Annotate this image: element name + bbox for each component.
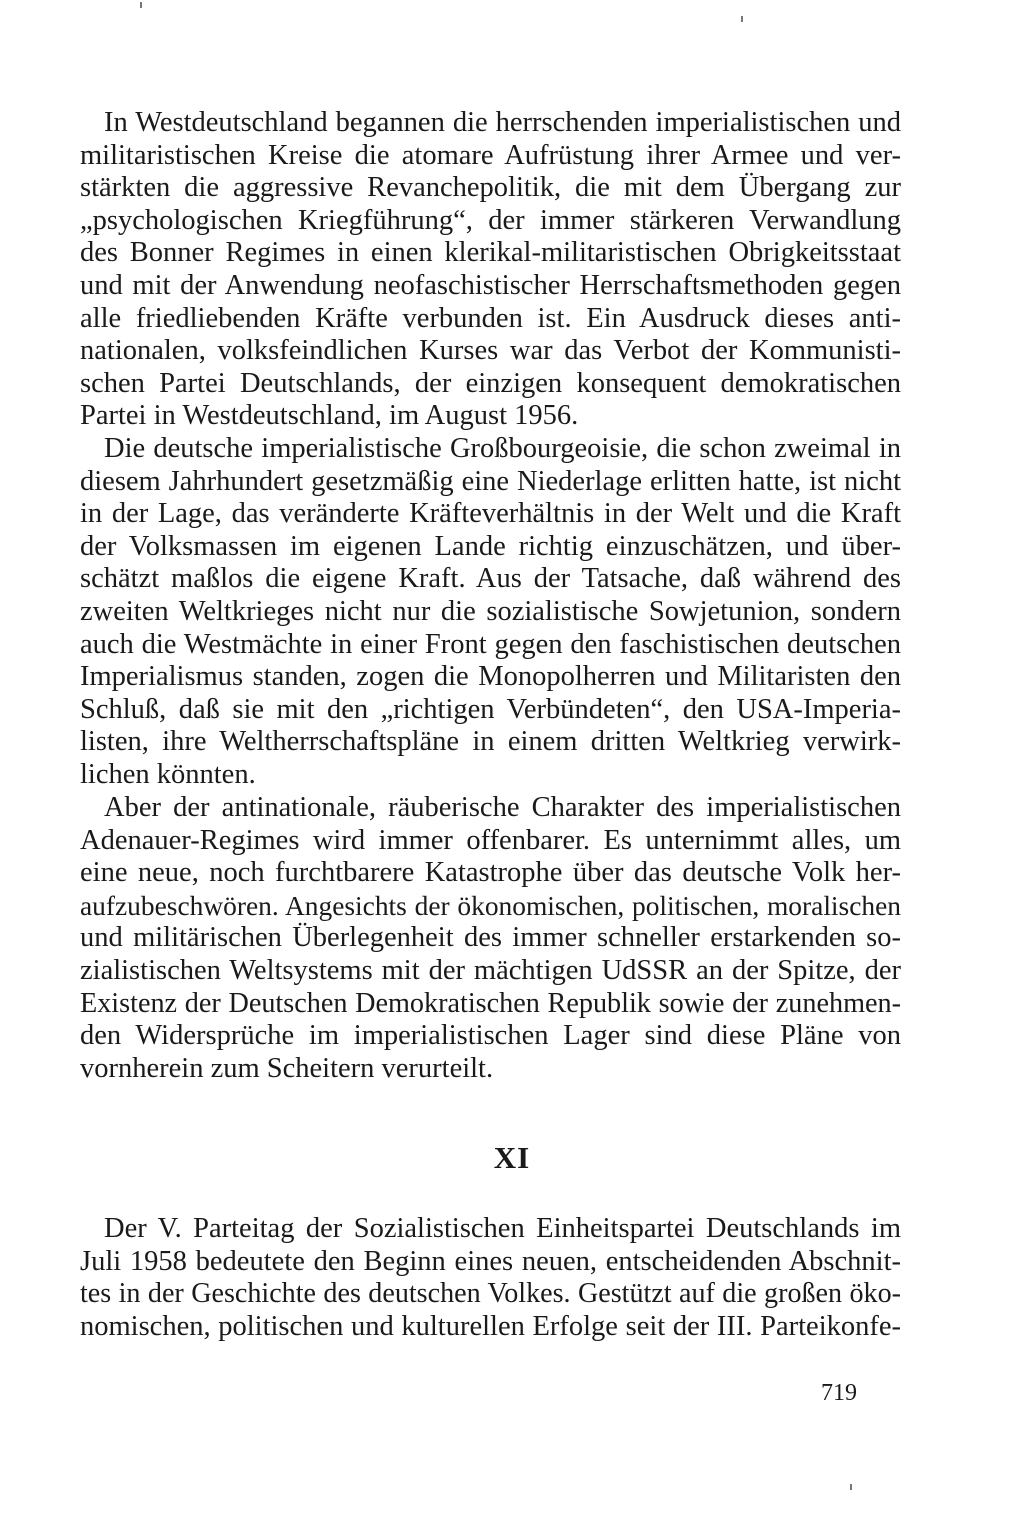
text-line: Der V. Parteitag der Sozialistischen Einheitspartei Deutschlands im (104, 1213, 901, 1244)
text-line: zweiten Weltkrieges nicht nur die sozialistische Sowjetunion, sondern (80, 595, 901, 627)
text-line: den Widersprüche im imperialistischen Lager sind diese Pläne von (80, 1020, 901, 1052)
paragraph-3 (80, 792, 901, 1085)
text-line: listen, ihre Weltherrschaftspläne in einem dritten Weltkrieg verwirk- (80, 726, 901, 758)
text-line: Juli 1958 bedeutete den Beginn eines neuen, entscheidenden Abschnit- (80, 1245, 901, 1277)
text-line: Schluß, daß sie mit den „richtigen Verbündeten“, den USA-Imperia- (80, 693, 901, 725)
page-number: 719 (821, 1380, 857, 1406)
text-line: tes in der Geschichte des deutschen Volkes. Gestützt auf die großen öko- (80, 1278, 901, 1310)
text-line: Partei in Westdeutschland, im August 1956. (80, 400, 579, 432)
paragraph-2 (80, 433, 901, 792)
text-line: stärkten die aggressive Revanchepolitik, die mit dem Übergang zur (80, 172, 901, 204)
text-line: schätzt maßlos die eigene Kraft. Aus der Tatsache, daß während des (80, 563, 901, 595)
text-line: militaristischen Kreise die atomare Aufrüstung ihrer Armee und ver- (80, 139, 901, 171)
scan-mark (741, 16, 743, 22)
paragraph-section-xi (80, 1213, 901, 1343)
text-line: und mit der Anwendung neofaschistischer Herrschaftsmethoden gegen (80, 269, 901, 301)
text-line: Adenauer-Regimes wird immer offenbarer. Es unternimmt alles, um (80, 824, 901, 856)
text-line: Existenz der Deutschen Demokratischen Republik sowie der zunehmen- (80, 987, 901, 1019)
text-line: Aber der antinationale, räuberische Charakter des imperialistischen (104, 792, 901, 823)
text-line: eine neue, noch furchtbarere Katastrophe über das deutsche Volk her- (80, 857, 901, 889)
text-line: schen Partei Deutschlands, der einzigen konsequent demokratischen (80, 367, 901, 399)
text-line: vornherein zum Scheitern verurteilt. (80, 1052, 494, 1084)
text-line: zialistischen Weltsystems mit der mächtigen UdSSR an der Spitze, der (80, 954, 901, 986)
section-heading: XI (493, 1140, 531, 1175)
text-line: aufzubeschwören. Angesichts der ökonomischen, politischen, moralischen (80, 890, 901, 921)
text-line: Die deutsche imperialistische Großbourgeoisie, die schon zweimal in (104, 433, 901, 464)
text-line: „psychologischen Kriegführung“, der immer stärkeren Verwandlung (80, 204, 901, 236)
text-line: In Westdeutschland begannen die herrschenden imperialistischen und (104, 107, 901, 138)
text-line: nomischen, politischen und kulturellen Erfolge seit der III. Parteikonfe- (80, 1310, 901, 1342)
text-line: diesem Jahrhundert gesetzmäßig eine Niederlage erlitten hatte, ist nicht (80, 465, 901, 497)
text-line: Imperialismus standen, zogen die Monopolherren und Militaristen den (80, 661, 901, 693)
text-line: nationalen, volksfeindlichen Kurses war das Verbot der Kommunisti- (80, 335, 901, 367)
paragraph-1 (80, 107, 901, 433)
text-line: des Bonner Regimes in einen klerikal-militaristischen Obrigkeitsstaat (80, 237, 901, 269)
text-line: in der Lage, das veränderte Kräfteverhältnis in der Welt und die Kraft (80, 498, 901, 530)
scan-mark (140, 2, 142, 8)
text-line: und militärischen Überlegenheit des immer schneller erstarkenden so- (80, 922, 901, 954)
text-line: alle friedliebenden Kräfte verbunden ist. Ein Ausdruck dieses anti- (80, 302, 901, 334)
scan-mark (850, 1484, 852, 1490)
text-line: lichen könnten. (80, 758, 256, 790)
text-line: auch die Westmächte in einer Front gegen den faschistischen deutschen (80, 628, 901, 660)
text-line: der Volksmassen im eigenen Lande richtig einzuschätzen, und über- (80, 530, 901, 562)
